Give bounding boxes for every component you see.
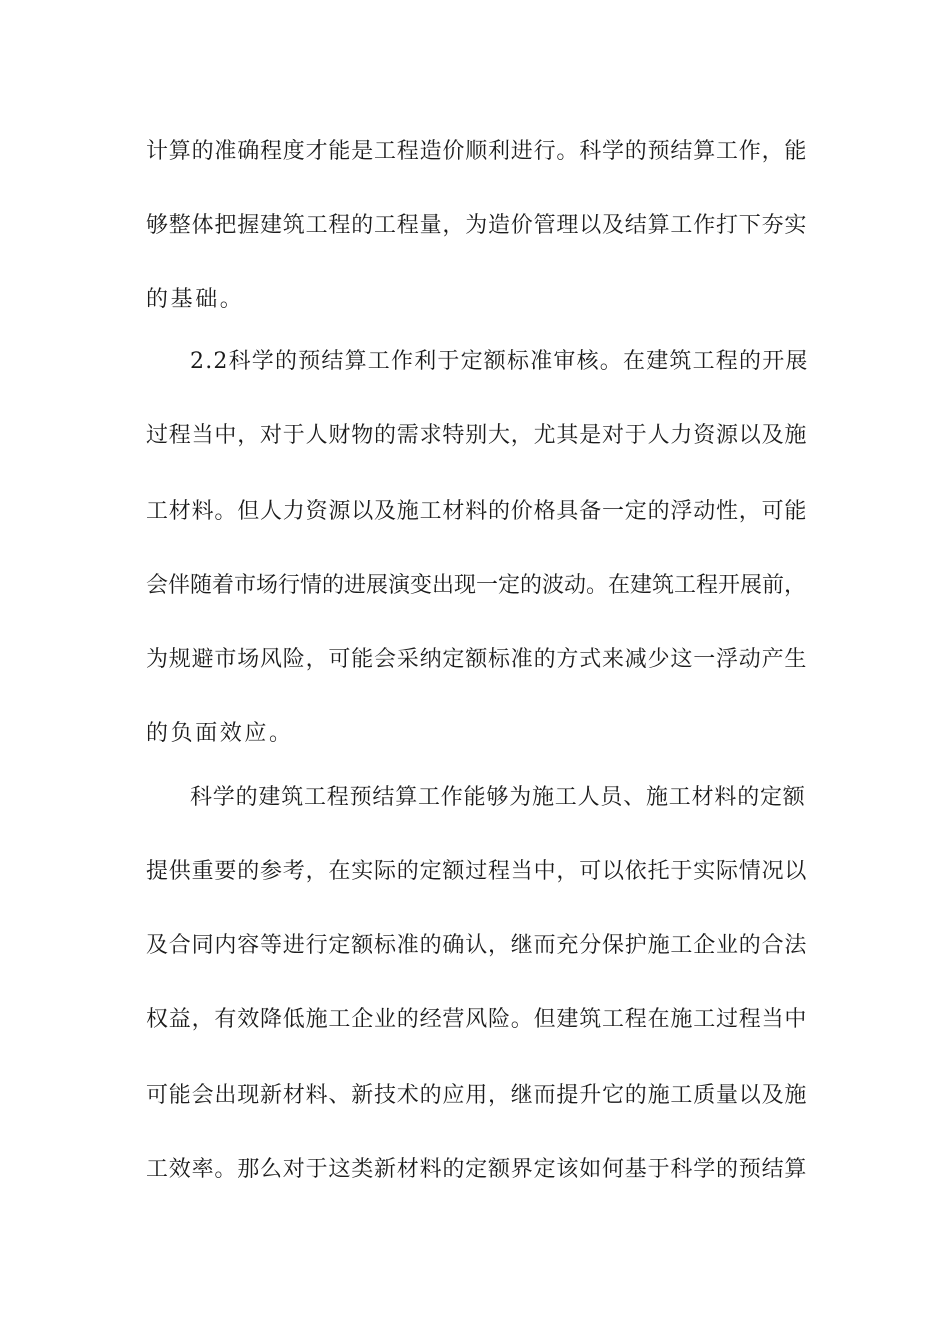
- text-line: 工效率。那么对于这类新材料的定额界定该如何基于科学的预结算: [146, 1157, 808, 1182]
- text-line: 权益，有效降低施工企业的经营风险。但建筑工程在施工过程当中: [146, 1007, 808, 1032]
- text-line: 的负面效应。: [146, 721, 294, 746]
- text-line: 过程当中，对于人财物的需求特别大，尤其是对于人力资源以及施: [146, 423, 808, 448]
- paragraph-heading-line: 2.2科学的预结算工作利于定额标准审核。在建筑工程的开展: [190, 349, 809, 374]
- text-line: 计算的准确程度才能是工程造价顺利进行。科学的预结算工作，能: [146, 139, 808, 164]
- text-line: 工材料。但人力资源以及施工材料的价格具备一定的浮动性，可能: [146, 499, 808, 524]
- paragraph-first-line: 科学的建筑工程预结算工作能够为施工人员、施工材料的定额: [190, 785, 806, 810]
- text-line: 会伴随着市场行情的进展演变出现一定的波动。在建筑工程开展前，: [146, 573, 807, 598]
- text-line: 为规避市场风险，可能会采纳定额标准的方式来减少这一浮动产生: [146, 647, 808, 672]
- text-line: 的基础。: [146, 287, 245, 312]
- text-line: 够整体把握建筑工程的工程量，为造价管理以及结算工作打下夯实: [146, 213, 808, 238]
- text-line: 及合同内容等进行定额标准的确认，继而充分保护施工企业的合法: [146, 933, 808, 958]
- text-line: 可能会出现新材料、新技术的应用，继而提升它的施工质量以及施: [146, 1083, 808, 1108]
- text-line: 提供重要的参考，在实际的定额过程当中，可以依托于实际情况以: [146, 859, 808, 884]
